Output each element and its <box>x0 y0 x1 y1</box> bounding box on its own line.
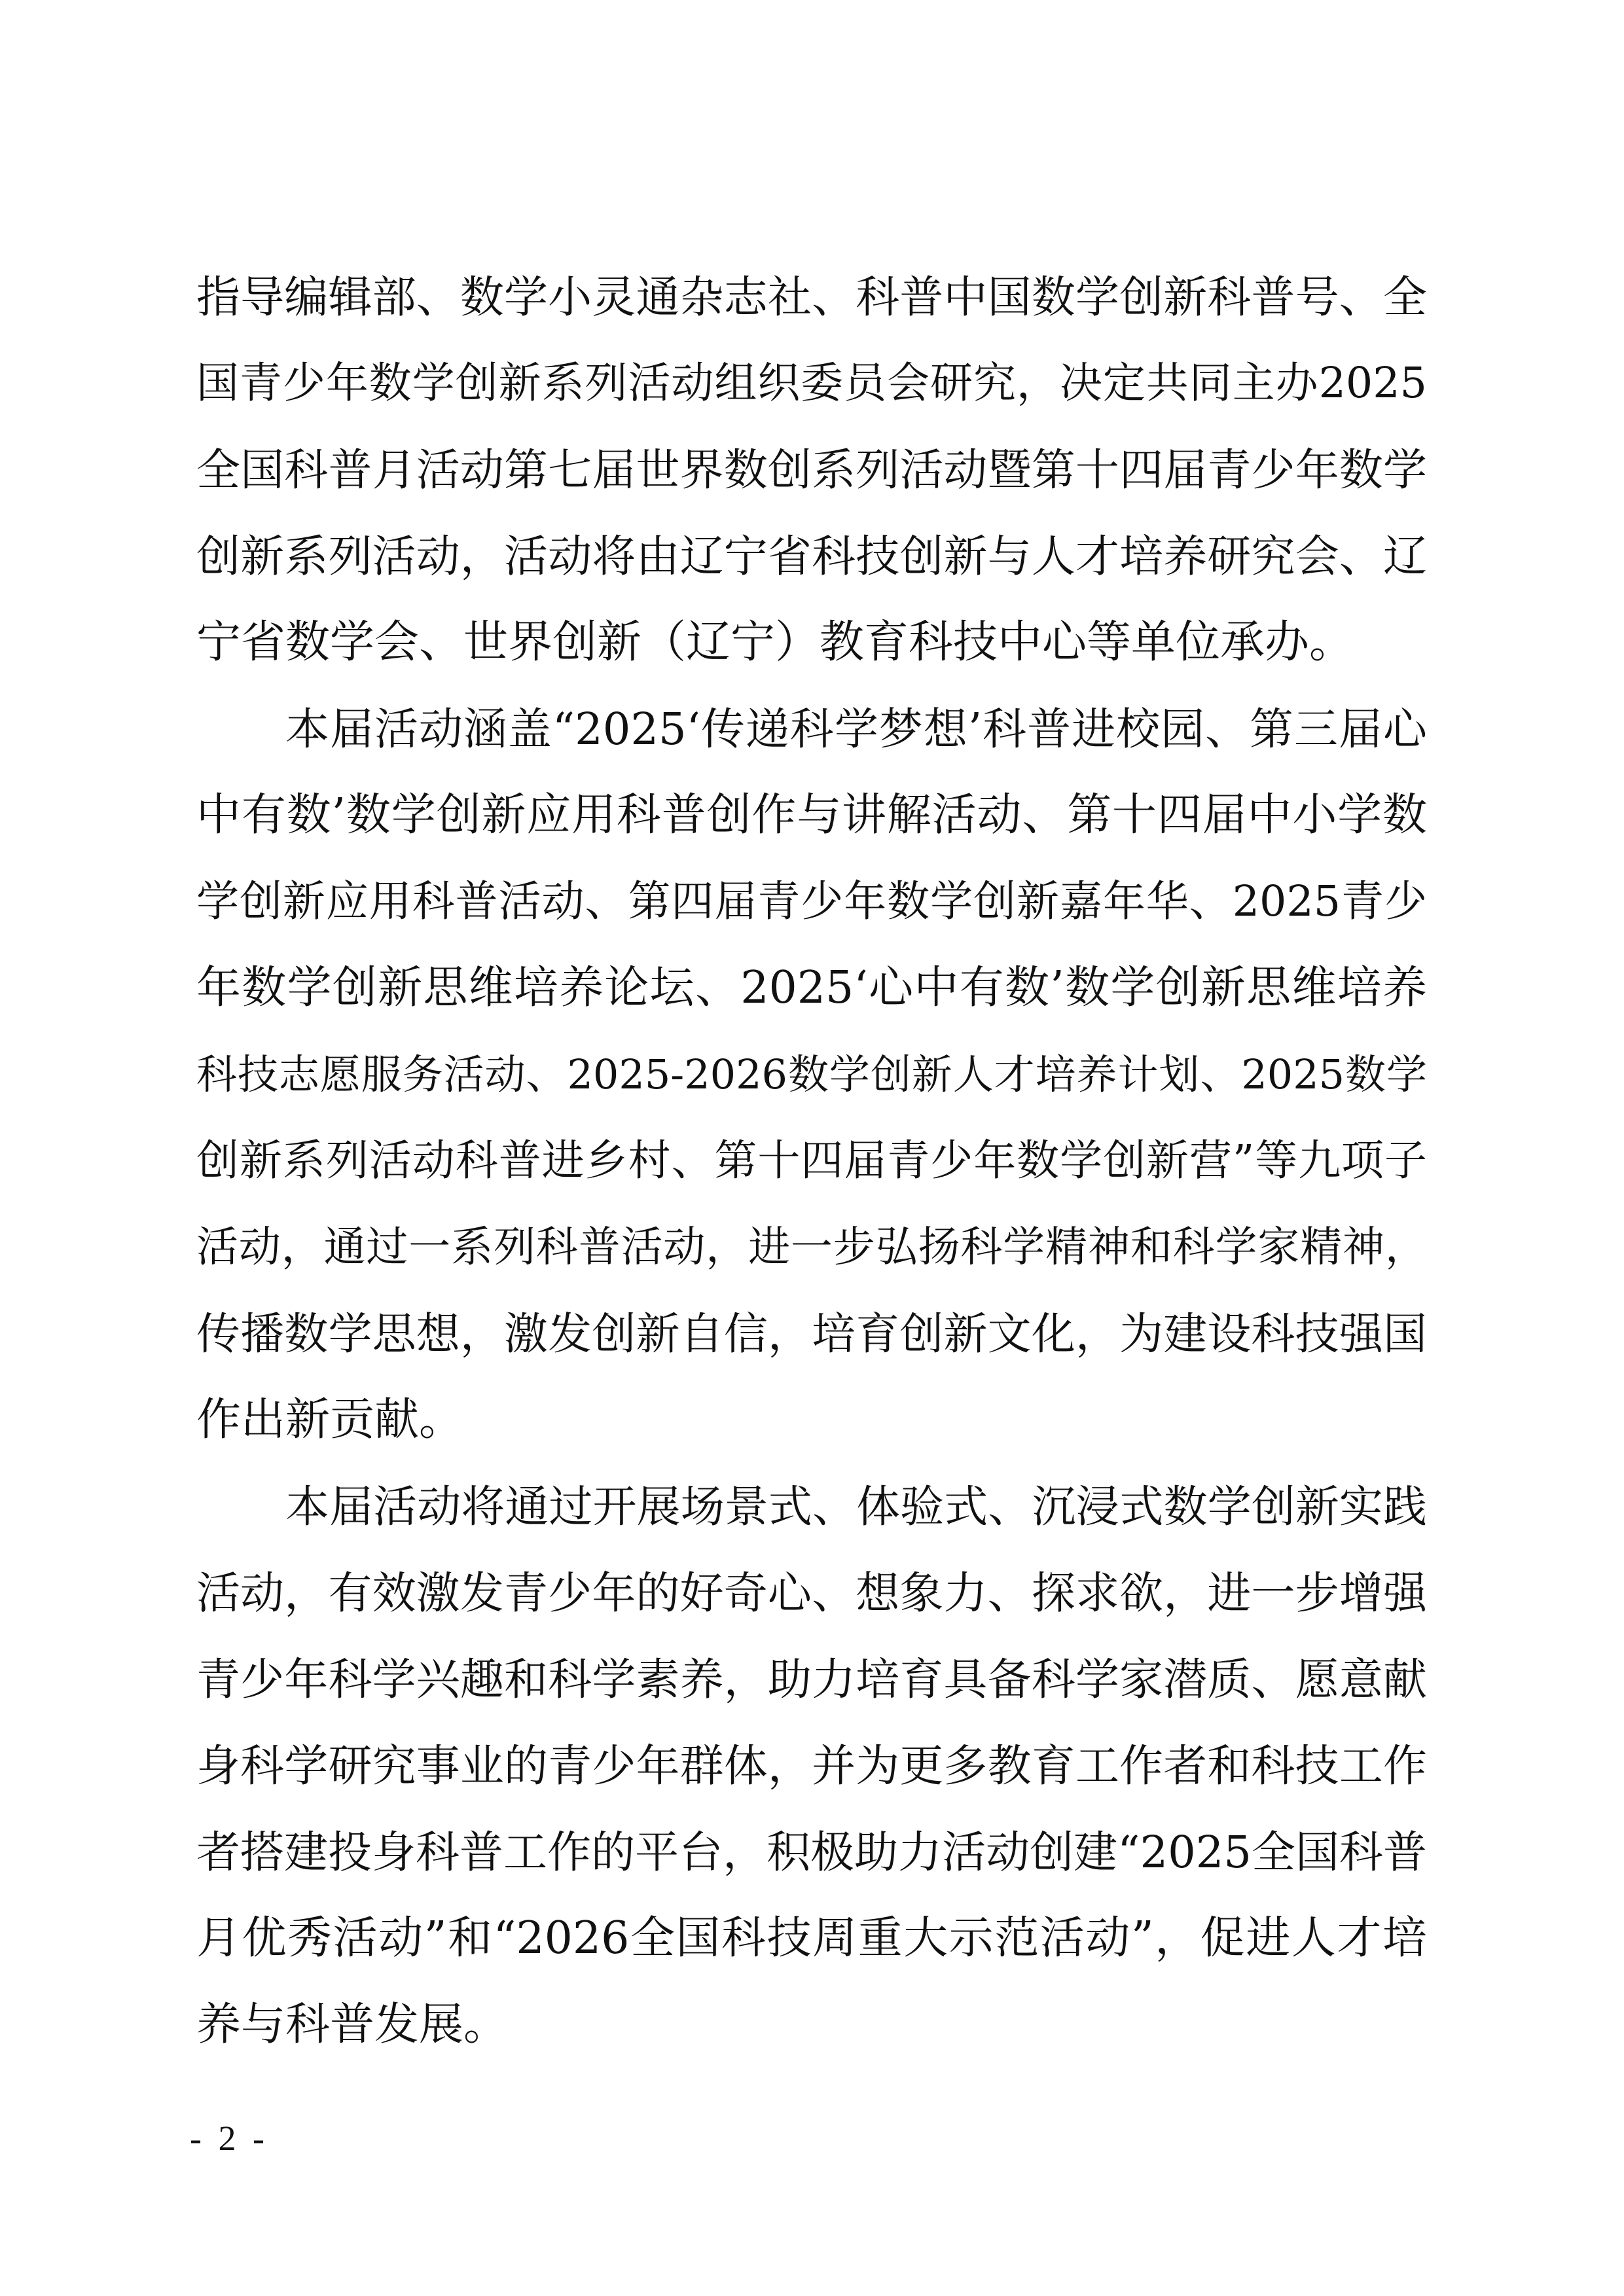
paragraph-1-line-5: 宁省数学会、世界创新（辽宁）教育科技中心等单位承办。 <box>196 617 1354 668</box>
paragraph-2-line-1: 本届活动涵盖“2025‘传递科学梦想’科普进校园、第三届心 <box>285 704 1427 755</box>
paragraph-1-line-1: 指导编辑部、数学小灵通杂志社、科普中国数学创新科普号、全 <box>196 272 1427 323</box>
paragraph-2-line-6: 创新系列活动科普进乡村、第十四届青少年数学创新营”等九项子 <box>196 1136 1427 1185</box>
paragraph-1-line-3: 全国科普月活动第七届世界数创系列活动暨第十四届青少年数学 <box>196 444 1427 495</box>
paragraph-2-line-7: 活动，通过一系列科普活动，进一步弘扬科学精神和科学家精神， <box>196 1223 1427 1272</box>
paragraph-3-line-4: 身科学研究事业的青少年群体，并为更多教育工作者和科技工作 <box>196 1740 1427 1791</box>
paragraph-2-line-4: 年数学创新思维培养论坛、2025‘心中有数’数学创新思维培养 <box>196 962 1427 1014</box>
paragraph-3-line-7: 养与科普发展。 <box>196 1999 509 2051</box>
paragraph-1-line-2: 国青少年数学创新系列活动组织委员会研究，决定共同主办2025 <box>196 359 1427 408</box>
paragraph-3-line-3: 青少年科学兴趣和科学素养，助力培育具备科学家潜质、愿意献 <box>196 1654 1427 1705</box>
paragraph-2-line-2: 中有数’数学创新应用科普创作与讲解活动、第十四届中小学数 <box>196 789 1427 841</box>
paragraph-2-line-8: 传播数学思想，激发创新自信，培育创新文化，为建设科技强国 <box>196 1308 1427 1359</box>
paragraph-3-line-1: 本届活动将通过开展场景式、体验式、沉浸式数学创新实践 <box>285 1481 1427 1532</box>
paragraph-2-line-3: 学创新应用科普活动、第四届青少年数学创新嘉年华、2025青少 <box>196 877 1427 926</box>
paragraph-2-line-9: 作出新贡献。 <box>196 1394 464 1446</box>
paragraph-3-line-5: 者搭建投身科普工作的平台，积极助力活动创建“2025全国科普 <box>196 1827 1427 1878</box>
body-text <box>196 254 1427 2068</box>
paragraph-2-line-5: 科技志愿服务活动、2025-2026数学创新人才培养计划、2025数学 <box>196 1050 1427 1098</box>
page-number: - 2 - <box>190 2119 268 2158</box>
paragraph-1-line-4: 创新系列活动，活动将由辽宁省科技创新与人才培养研究会、辽 <box>196 531 1427 582</box>
paragraph-3-line-2: 活动，有效激发青少年的好奇心、想象力、探求欲，进一步增强 <box>196 1568 1427 1619</box>
paragraph-3-line-6: 月优秀活动”和“2026全国科技周重大示范活动”，促进人才培 <box>196 1912 1427 1964</box>
